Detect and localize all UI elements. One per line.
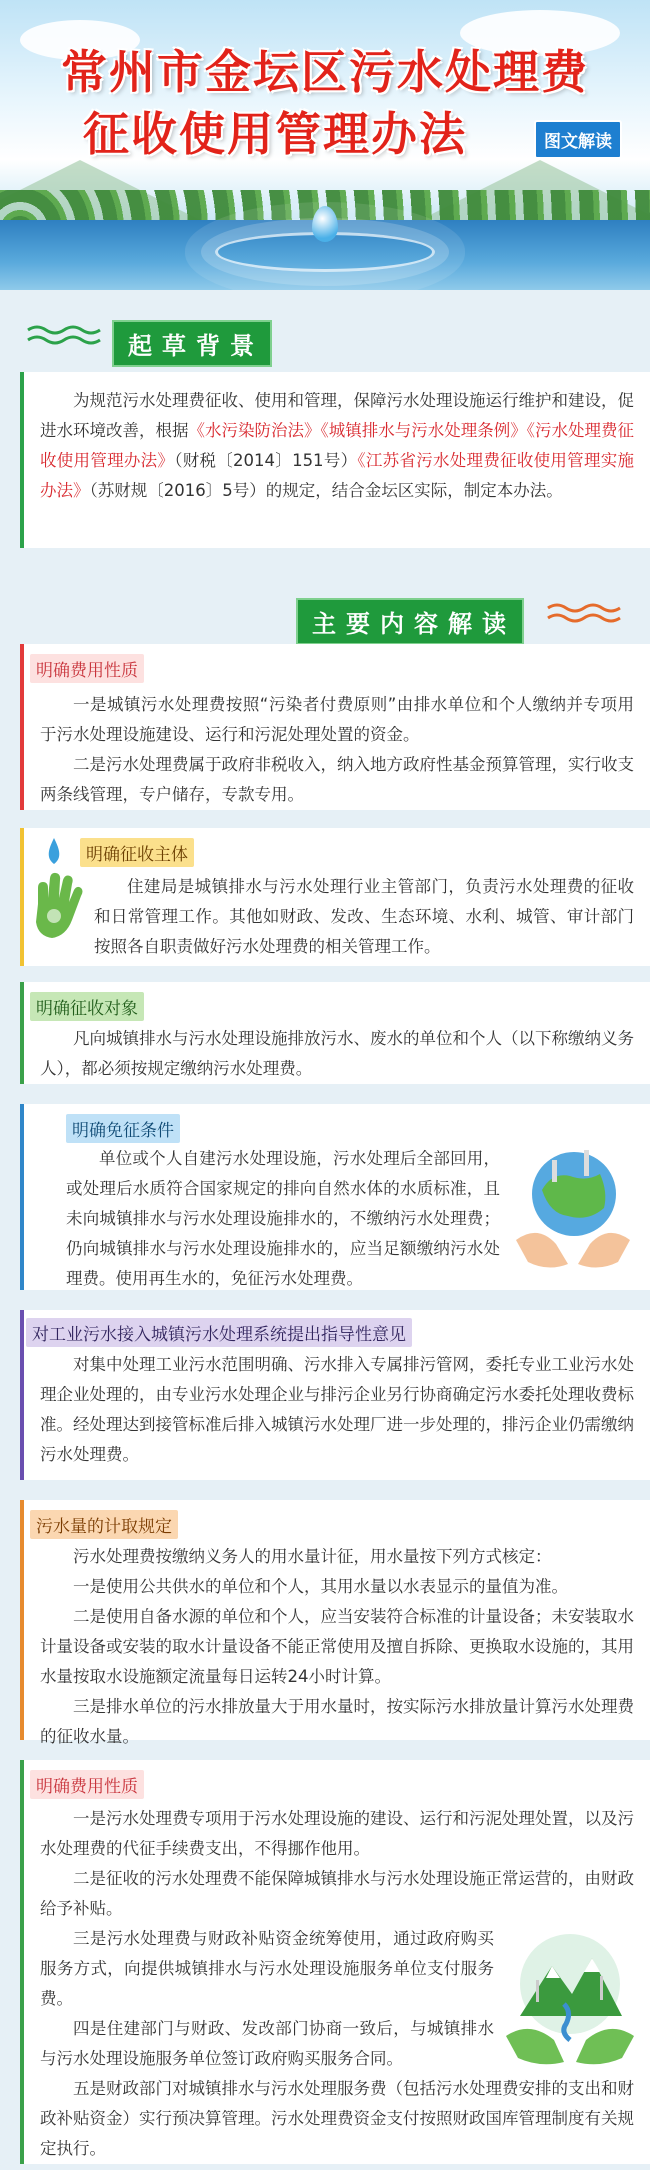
background-card xyxy=(20,372,650,548)
background-text-part: （苏财规〔2016〕5号）的规定，结合金坛区实际，制定本办法。 xyxy=(89,481,563,500)
paragraph: 一是使用公共供水的单位和个人，其用水量以水表显示的量值为准。 xyxy=(73,1577,568,1596)
section-heading-background xyxy=(0,308,650,364)
card-stripe xyxy=(20,982,24,1084)
background-text xyxy=(40,386,634,506)
card-stripe xyxy=(20,644,24,810)
section-card-fee-nature xyxy=(20,644,650,810)
section-body xyxy=(94,872,634,962)
paragraph: 二是污水处理费属于政府非税收入，纳入地方政府性基金预算管理，实行收支两条线管理，专户储存，专款专用。 xyxy=(40,755,634,804)
law-reference: 《水污染防治法》《城镇排水与污水处理条例》《污水处理费征收使用管理办法》 xyxy=(40,421,634,470)
section-tag: 明确免征条件 xyxy=(66,1114,180,1143)
earth-hands-icon xyxy=(508,1132,638,1284)
paragraph: 二是征收的污水处理费不能保障城镇排水与污水处理设施正常运营的，由财政给予补贴。 xyxy=(40,1869,634,1918)
header-banner xyxy=(0,0,650,290)
paragraph: 二是使用自备水源的单位和个人，应当安装符合标准的计量设备；未安装取水计量设备或安装的取水计量设备不能正常使用及擅自拆除、更换取水设施的，其用水量按取水设施额定流量每日运转24小时计算。 xyxy=(40,1607,634,1686)
section-card-industrial xyxy=(20,1310,650,1480)
background-text-part: （财税〔2014〕151号） xyxy=(174,451,358,470)
paragraph: 一是污水处理费专项用于污水处理设施的建设、运行和污泥处理处置，以及污水处理费的代征手续费支出，不得挪作他用。 xyxy=(40,1809,634,1858)
section-card-exemption xyxy=(20,1104,650,1290)
paragraph: 住建局是城镇排水与污水处理行业主管部门，负责污水处理费的征收和日常管理工作。其他如财政、发改、生态环境、水利、城管、审计部门按照各自职责做好污水处理费的相关管理工作。 xyxy=(94,877,634,956)
paragraph: 一是城镇污水处理费按照“污染者付费原则”由排水单位和个人缴纳并专项用于污水处理设施建设、运行和污泥处理处置的资金。 xyxy=(40,695,634,744)
section-tag: 明确费用性质 xyxy=(30,1770,144,1799)
section-tag: 明确征收对象 xyxy=(30,992,144,1021)
section-card-collection-subject xyxy=(20,828,650,966)
section-body xyxy=(66,1144,500,1294)
paragraph: 凡向城镇排水与污水处理设施排放污水、废水的单位和个人（以下称缴纳义务人），都必须按规定缴纳污水处理费。 xyxy=(40,1029,634,1078)
card-stripe xyxy=(20,1310,24,1480)
page-title-line2: 征收使用管理办法 xyxy=(83,107,467,161)
paragraph: 三是排水单位的污水排放量大于用水量时，按实际污水排放量计算污水处理费的征收水量。 xyxy=(40,1697,634,1746)
section-card-collection-object xyxy=(20,982,650,1084)
paragraph: 单位或个人自建污水处理设施，污水处理后全部回用，或处理后水质符合国家规定的排向自然水体的水质标准，且未向城镇排水与污水处理设施排水的，不缴纳污水处理费；仍向城镇排水与污水处理设施排水的，应当足额缴纳污水处理费。使用再生水的，免征污水处理费。 xyxy=(66,1149,500,1288)
page-title-line1: 常州市金坛区污水处理费 xyxy=(61,45,589,99)
section-body xyxy=(40,1024,634,1084)
hands-mountain-icon xyxy=(500,1920,640,2074)
paragraph: 五是财政部门对城镇排水与污水处理服务费（包括污水处理费安排的支出和财政补贴资金）实行预决算管理。污水处理费资金支付按照财政国库管理制度有关规定执行。 xyxy=(40,2079,634,2158)
section-body xyxy=(40,690,634,810)
section-card-fee-use xyxy=(20,1760,650,2164)
section-body xyxy=(40,1542,634,1752)
card-stripe xyxy=(20,1760,24,2164)
section-heading-label: 主要内容解读 xyxy=(296,598,524,645)
graphic-interpretation-badge: 图文解读 xyxy=(534,120,622,159)
section-body xyxy=(40,1350,634,1470)
section-heading-main xyxy=(0,586,650,642)
law-reference: 《江苏省污水处理费征收使用管理实施办法》 xyxy=(40,451,635,500)
wave-icon xyxy=(546,602,624,626)
section-card-water-volume xyxy=(20,1500,650,1746)
water-drop-icon xyxy=(312,206,338,242)
paragraph: 对集中处理工业污水范围明确、污水排入专属排污管网，委托专业工业污水处理企业处理的，由专业污水处理企业与排污企业另行协商确定污水委托处理收费标准。经处理达到接管标准后排入城镇污水处理厂进一步处理的，排污企业仍需缴纳污水处理费。 xyxy=(40,1355,634,1464)
paragraph: 四是住建部门与财政、发改部门协商一致后，与城镇排水与污水处理设施服务单位签订政府购买服务合同。 xyxy=(40,2019,494,2068)
section-tag: 对工业污水接入城镇污水处理系统提出指导性意见 xyxy=(26,1318,412,1347)
section-tag: 明确费用性质 xyxy=(30,654,144,683)
paragraph: 三是污水处理费与财政补贴资金统筹使用，通过政府购买服务方式，向提供城镇排水与污水处理设施服务单位支付服务费。 xyxy=(40,1929,494,2008)
wave-icon xyxy=(26,324,104,348)
card-stripe xyxy=(20,1500,24,1740)
paragraph: 污水处理费按缴纳义务人的用水量计征，用水量按下列方式核定： xyxy=(73,1547,552,1566)
card-stripe xyxy=(20,1104,24,1290)
section-tag: 明确征收主体 xyxy=(80,838,194,867)
section-heading-label: 起草背景 xyxy=(112,320,272,367)
section-tag: 污水量的计取规定 xyxy=(30,1510,178,1539)
background-text-part: 为规范污水处理费征收、使用和管理，保障污水处理设施运行维护和建设，促进水环境改善，根据 xyxy=(40,391,634,440)
